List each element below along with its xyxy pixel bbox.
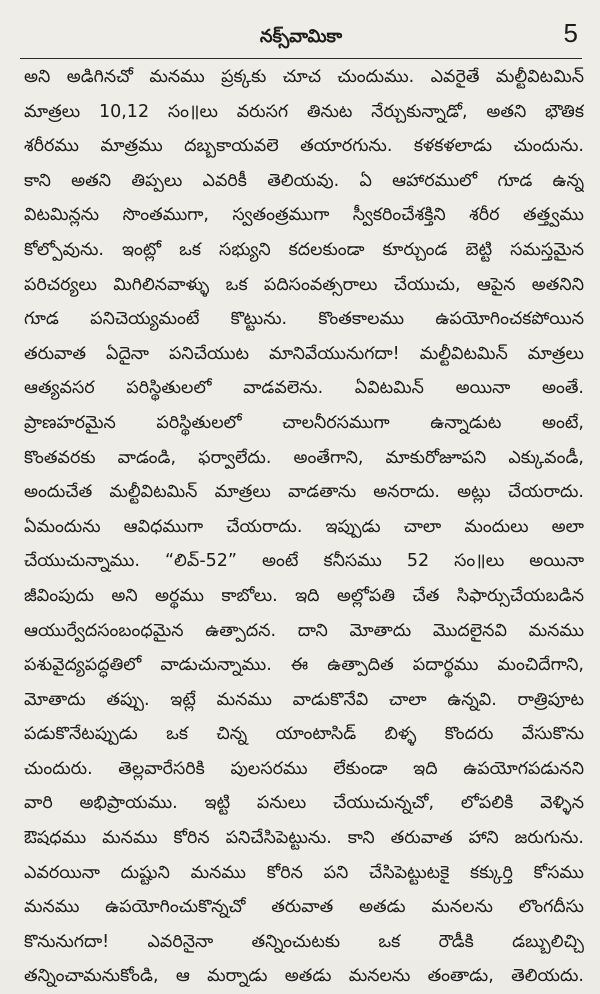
text-line: కోల్పోవును. ఇంట్లో ఒక సభ్యుని కదలకుండా కూర్చుండ బెట్టి సమస్తమైన (24, 239, 584, 260)
text-line: మాత్రలు 10,12 సం॥లు వరుసగ తినుట నేర్చుకున్నాడో, అతని భౌతిక (24, 101, 584, 122)
text-line: మోతాదు తప్పు. ఇట్లే మనము వాడుకొనేవి చాలా ఉన్నవి. రాత్రిపూట (24, 689, 584, 710)
text-line: ఏమందును ఆవిధముగా చేయరాదు. ఇప్పుడు చాలా మందులు అలా (24, 516, 584, 537)
text-line: తన్నించామనుకోండి, ఆ మర్నాడు అతడు మనలను తంతాడు, తెలియదు. (24, 966, 584, 987)
text-line: తరువాత ఏదైనా పనిచేయుట మానివేయునుగదా! మల్టీవిటమిన్ మాత్రలు (24, 343, 584, 364)
text-line: అందుచేత మల్టీవిటమిన్ మాత్రలు వాడతాను అనరాదు. అట్లు చేయరాదు. (24, 482, 584, 503)
text-line: చుందురు. తెల్లవారేసరికి పులసరము లేకుండా ఇది ఉపయోగపడునని (24, 758, 584, 779)
page-header (20, 20, 582, 59)
body-text (24, 60, 584, 994)
text-line: మనము ఉపయోగించుకొన్నచో తరువాత అతడు మనలను లొంగదీసు (24, 897, 584, 918)
text-line: శరీరము మాత్రము దబ్బకాయవలె తయారగును. కళకళలాడు చుందును. (24, 136, 584, 157)
text-line: ప్రాణహరమైన పరిస్థితులలో చాలనీరసముగా ఉన్నాడుట అంటే, (24, 412, 584, 433)
text-line: ఔషధము మనము కోరిన పనిచేసిపెట్టును. కాని తరువాత హాని జరుగును. (24, 828, 584, 849)
text-line: విటమిన్లను సొంతముగా, స్వతంత్రముగా స్వీకరించేశక్తిని శరీర తత్త్వము (24, 205, 584, 226)
text-line: కొంతవరకు వాడండి, ఫర్వాలేదు. అంతేగాని, మాకురోజూపని ఎక్కువండీ, (24, 447, 584, 468)
page-number: 5 (563, 18, 578, 48)
text-line: ఎవరయినా దుష్టుని మనము కోరిన పని చేసిపెట్టుటకై కక్కుర్తి కోసము (24, 862, 584, 883)
text-line: వారి అభిప్రాయము. ఇట్టి పనులు చేయుచున్నచో, లోపలికి వెళ్ళిన (24, 793, 584, 814)
text-line: గూడ పనిచెయ్యమంటే కొట్టును. కొంతకాలము ఉపయోగించకపోయిన (24, 309, 584, 330)
text-line: పడుకొనేటప్పుడు ఒక చిన్న యాంటాసిడ్ బిళ్ళ కొందరు వేసుకొను (24, 724, 584, 745)
text-line: ఆత్యవసర పరిస్థితులలో వాడవలెను. ఏవిటమిన్ అయినా అంతే. (24, 378, 584, 399)
running-title: నక్స్‌వామికా (259, 26, 343, 47)
text-line: చేయుచున్నాము. “లివ్-52” అంటే కనీసము 52 సం॥లు అయినా (24, 551, 584, 572)
text-line: పశువైద్యపద్ధతిలో వాడుచున్నాము. ఈ ఉత్పాదిత పదార్థము మంచిదేగాని, (24, 655, 584, 676)
text-line: ఆయుర్వేదసంబంధమైన ఉత్పాదన. దాని మోతాదు మొదలైనవి మనము (24, 620, 584, 641)
text-line: కొనునుగదా! ఎవరినైనా తన్నించుటకు ఒక రౌడీకి డబ్బులిచ్చి (24, 931, 584, 952)
text-line: కాని అతని తిప్పలు ఎవరికీ తెలియవు. ఏ ఆహారములో గూడ ఉన్న (24, 170, 584, 191)
text-line: పరిచర్యలు మిగిలినవాళ్ళు ఒక పదిసంవత్సరాలు చేయుచు, ఆపైన అతనిని (24, 274, 584, 295)
text-line: జీవింపుదు అని అర్థము కాబోలు. ఇది అల్లోపతి చేత సిఫార్సుచేయబడిన (24, 585, 584, 606)
text-line: అని అడిగినచో మనము ప్రక్కకు చూచ చుందుము. ఎవరైతే మల్టీవిటమిన్ (24, 67, 584, 87)
